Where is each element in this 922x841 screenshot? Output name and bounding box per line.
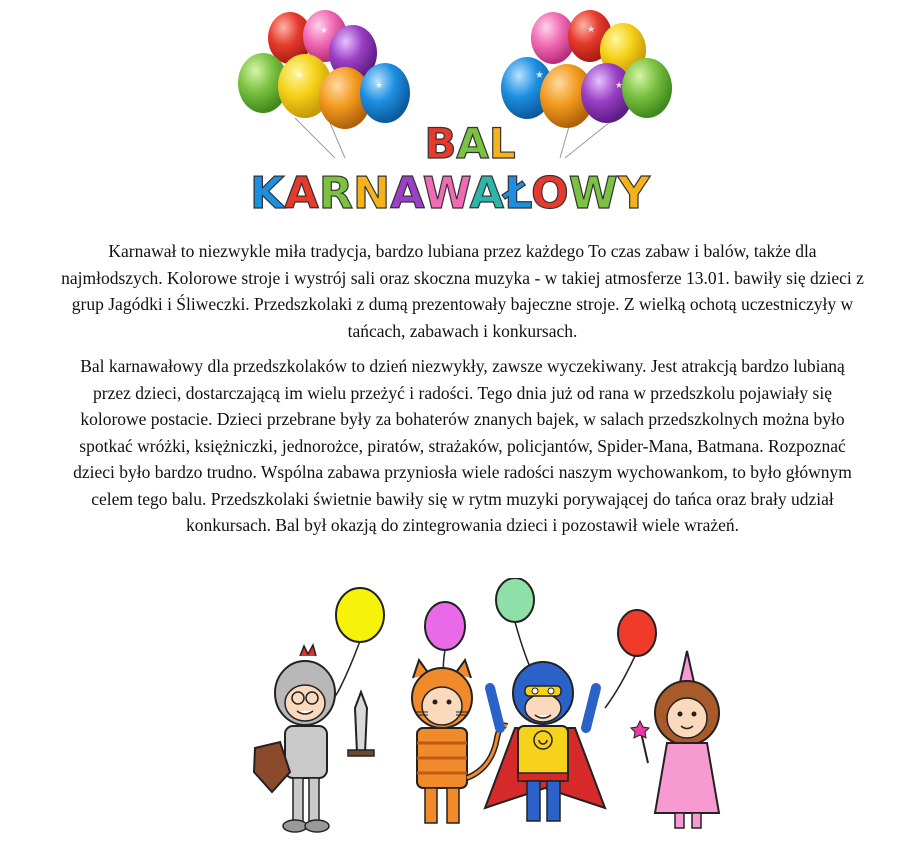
banner-title-letter: R xyxy=(318,168,353,219)
svg-text:★: ★ xyxy=(615,80,624,90)
svg-text:★: ★ xyxy=(535,70,544,81)
article-paragraph-1: Karnawał to niezwykle miła tradycja, bardzo lubiana przez każdego To czas zabaw i balów, także dla najmłodszych. Kolorowe stroje i wystrój sali oraz skoczna muzyka - w takiej atmosferze 13.01. bawiły się dzieci z grup Jagódki i Śliweczki. Przedszkolaki z dumą prezentowały bajeczne stroje. Z wielką ochotą uczestniczyły w tańcach, zabawach i konkursach. xyxy=(61,241,864,341)
banner-title-letter: A xyxy=(469,168,504,219)
banner-title-letter: N xyxy=(353,168,390,219)
banner-title-letter: A xyxy=(390,168,423,219)
red-balloon-icon xyxy=(618,610,656,656)
banner-title-letter: O xyxy=(531,168,569,219)
svg-text:★: ★ xyxy=(320,25,329,35)
banner-title-line1 xyxy=(424,119,515,168)
pink-balloon-icon xyxy=(425,602,465,650)
banner-title-letter: B xyxy=(424,119,457,168)
banner-title-letter: W xyxy=(422,168,470,219)
superhero-costume-child xyxy=(485,662,605,821)
carnival-banner xyxy=(235,8,675,223)
balloon-icon xyxy=(622,58,672,118)
banner-title-letter: Y xyxy=(617,168,650,219)
banner-title-line2 xyxy=(250,168,651,219)
banner-title-letter: A xyxy=(284,168,319,219)
banner-title xyxy=(250,119,651,219)
banner-title-letter: W xyxy=(568,168,618,219)
svg-text:★: ★ xyxy=(375,80,384,90)
svg-text:★: ★ xyxy=(587,24,596,34)
banner-title-letter: Ł xyxy=(504,168,531,219)
yellow-balloon-icon xyxy=(336,588,384,642)
svg-text:★: ★ xyxy=(295,70,304,81)
article-paragraph-2: Bal karnawałowy dla przedszkolaków to dzień niezwykły, zawsze wyczekiwany. Jest atrakcją bardzo lubianą przez dzieci, dostarczającą im wielu przeżyć i radości. Tego dnia już od rana w przedszkolu pojawiały się kolorowe postacie. Dzieci przebrane były za bohaterów znanych bajek, w salach przedszkolnych można było spotkać wróżki, księżniczki, jednorożce, piratów, strażaków, policjantów, Spider-Mana, Batmana. Rozpoznać dzieci było bardzo trudno. Wspólna zabawa przyniosła wiele radości naszym wychowankom, to było głównym celem tego balu. Przedszkolaki świetnie bawiły się w rytm muzyki porywającej do tańca oraz brały udział konkursach. Bal był okazją do zintegrowania dzieci i pozostawił wiele wrażeń. xyxy=(73,356,852,535)
knight-costume-child xyxy=(254,645,374,832)
banner-title-letter: A xyxy=(456,119,489,168)
princess-costume-child xyxy=(631,651,719,828)
banner-title-letter: K xyxy=(250,168,285,219)
banner-title-letter: L xyxy=(488,119,516,168)
green-balloon-icon xyxy=(496,578,534,622)
left-balloon-cluster xyxy=(238,10,410,158)
right-balloon-cluster xyxy=(501,10,672,158)
balloon-icon xyxy=(360,63,410,123)
costumed-children-illustration xyxy=(245,578,755,836)
